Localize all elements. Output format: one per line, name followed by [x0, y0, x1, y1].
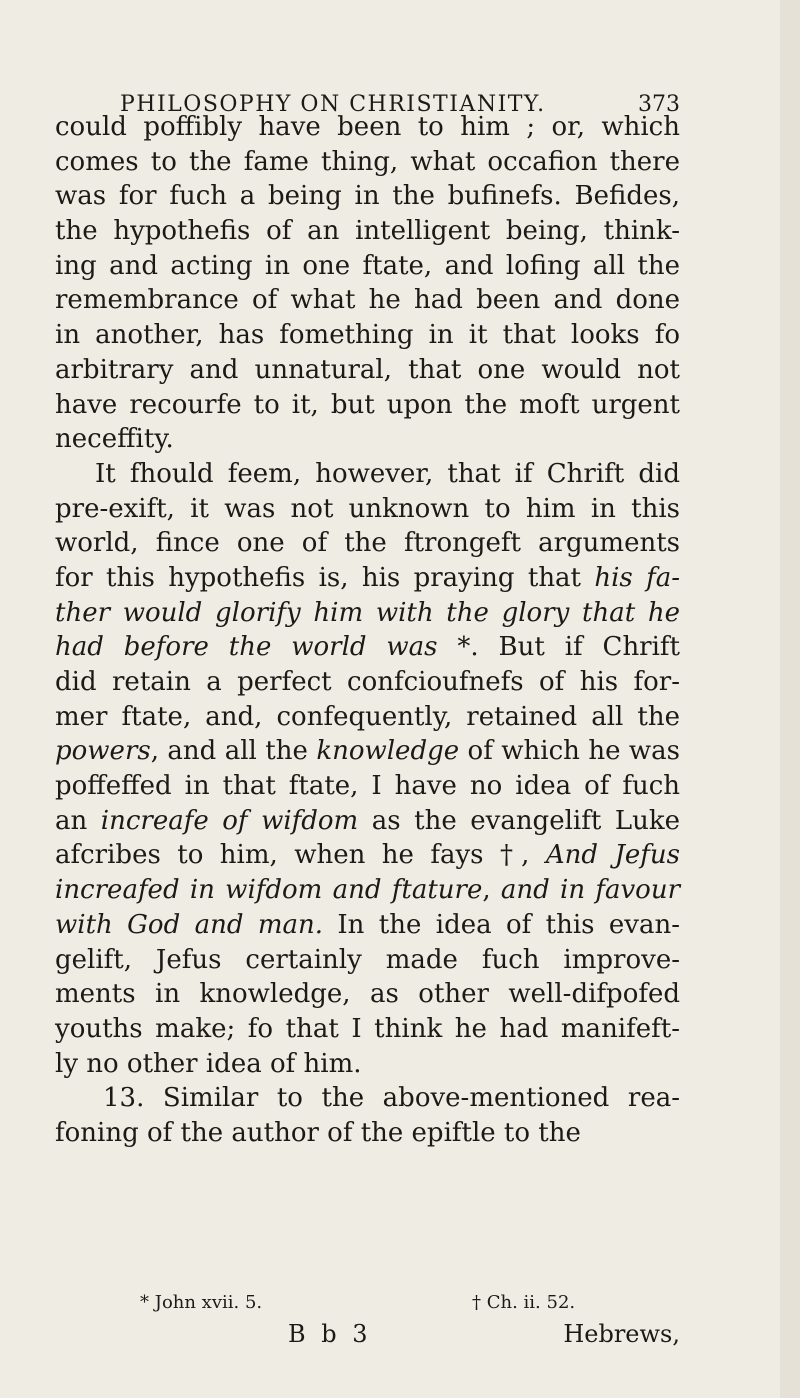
- text-line: [55, 665, 680, 700]
- text-segment: ing and acting in one ftate, and lofing all the: [55, 250, 680, 281]
- text-segment: pre-exift, it was not unknown to him in this: [55, 493, 680, 524]
- text-line: [55, 769, 680, 804]
- text-segment: comes to the fame thing, what occafion there: [55, 146, 680, 177]
- text-line: [55, 977, 680, 1012]
- body-text: [55, 110, 680, 1151]
- text-line: [55, 561, 680, 596]
- italic-text: knowledge: [316, 736, 460, 767]
- italic-text: powers: [55, 736, 151, 767]
- text-line: [55, 734, 680, 769]
- footnote-1: * John xvii. 5.: [140, 1292, 263, 1313]
- italic-text: his fa-: [594, 562, 681, 593]
- text-segment: remembrance of what he had been and done: [55, 285, 680, 316]
- italic-text: had before the world was: [55, 632, 438, 663]
- italic-text: ther would glorify him with the glory that he: [55, 597, 680, 628]
- text-line: [55, 110, 680, 145]
- text-segment: was for fuch a being in the bufinefs. Befides,: [55, 181, 680, 212]
- text-segment: have recourfe to it, but upon the moft urgent: [55, 389, 680, 420]
- text-line: [55, 873, 680, 908]
- text-line: [55, 353, 680, 388]
- text-segment: as the evangelift Luke: [358, 805, 680, 836]
- text-line: [55, 457, 680, 492]
- text-segment: ,: [482, 875, 501, 906]
- text-segment: the hypothefis of an intelligent being, think-: [55, 216, 680, 247]
- text-line: [55, 318, 680, 353]
- italic-text: And Jefus: [545, 840, 681, 871]
- text-line: [55, 214, 680, 249]
- italic-text: increafed in wifdom and ftature: [55, 875, 483, 906]
- text-segment: In the idea of this evan-: [323, 909, 680, 940]
- text-line: [55, 943, 680, 978]
- text-segment: did retain a perfect confcioufnefs of his for-: [55, 667, 680, 697]
- text-segment: foning of the author of the epiftle to the: [55, 1117, 581, 1148]
- running-head: PHILOSOPHY ON CHRISTIANITY.: [120, 92, 546, 117]
- page-edge: [780, 0, 800, 1398]
- text-line: [55, 249, 680, 284]
- text-segment: neceffity.: [55, 424, 174, 455]
- text-line: [55, 179, 680, 214]
- text-segment: mer ftate, and, confequently, retained all the: [55, 701, 680, 732]
- text-segment: *. But if Chrift: [437, 632, 680, 663]
- text-line: [55, 1047, 680, 1082]
- text-line: [55, 492, 680, 527]
- text-segment: could poffibly have been to him ; or, which: [55, 112, 680, 142]
- text-segment: gelift, Jefus certainly made fuch improve-: [55, 944, 680, 975]
- text-segment: 13. Similar to the above-mentioned rea-: [103, 1083, 680, 1114]
- text-line: [55, 1012, 680, 1047]
- page-number: 373: [638, 92, 680, 117]
- text-segment: afcribes to him, when he fays †,: [55, 840, 546, 871]
- text-line: [55, 283, 680, 318]
- text-line: [55, 804, 680, 839]
- page-footer: [160, 1320, 680, 1360]
- italic-text: and in favour: [500, 875, 681, 906]
- text-line: [55, 526, 680, 561]
- text-segment: poffeffed in that ftate, I have no idea of fuch: [55, 771, 680, 802]
- italic-text: with God and man.: [55, 909, 324, 940]
- text-line: [55, 145, 680, 180]
- text-line: [55, 1081, 680, 1116]
- text-segment: ments in knowledge, as other well-difpofed: [55, 979, 680, 1010]
- text-line: [55, 388, 680, 423]
- text-line: [55, 1116, 680, 1151]
- text-segment: ly no other idea of him.: [55, 1048, 362, 1079]
- text-segment: an: [55, 805, 101, 836]
- text-segment: of which he was: [459, 736, 680, 767]
- text-line: [55, 700, 680, 735]
- italic-text: increafe of wifdom: [100, 805, 359, 836]
- text-line: [55, 838, 680, 873]
- text-segment: in another, has fomething in it that looks fo: [55, 320, 680, 351]
- text-segment: for this hypothefis is, his praying that: [55, 562, 595, 593]
- catchword: Hebrews,: [563, 1320, 680, 1348]
- text-line: [55, 596, 680, 631]
- text-segment: It fhould feem, however, that if Chrift did: [95, 458, 680, 489]
- text-segment: youths make; fo that I think he had manifeft-: [55, 1013, 680, 1044]
- text-segment: arbitrary and unnatural, that one would not: [55, 354, 680, 385]
- text-line: [55, 630, 680, 665]
- text-line: [55, 422, 680, 457]
- text-segment: , and all the: [150, 736, 317, 767]
- text-line: [55, 908, 680, 943]
- footnotes: [140, 1292, 680, 1320]
- text-segment: world, fince one of the ftrongeft arguments: [55, 528, 680, 559]
- signature-mark: B b 3: [288, 1320, 372, 1348]
- footnote-2: † Ch. ii. 52.: [472, 1292, 576, 1313]
